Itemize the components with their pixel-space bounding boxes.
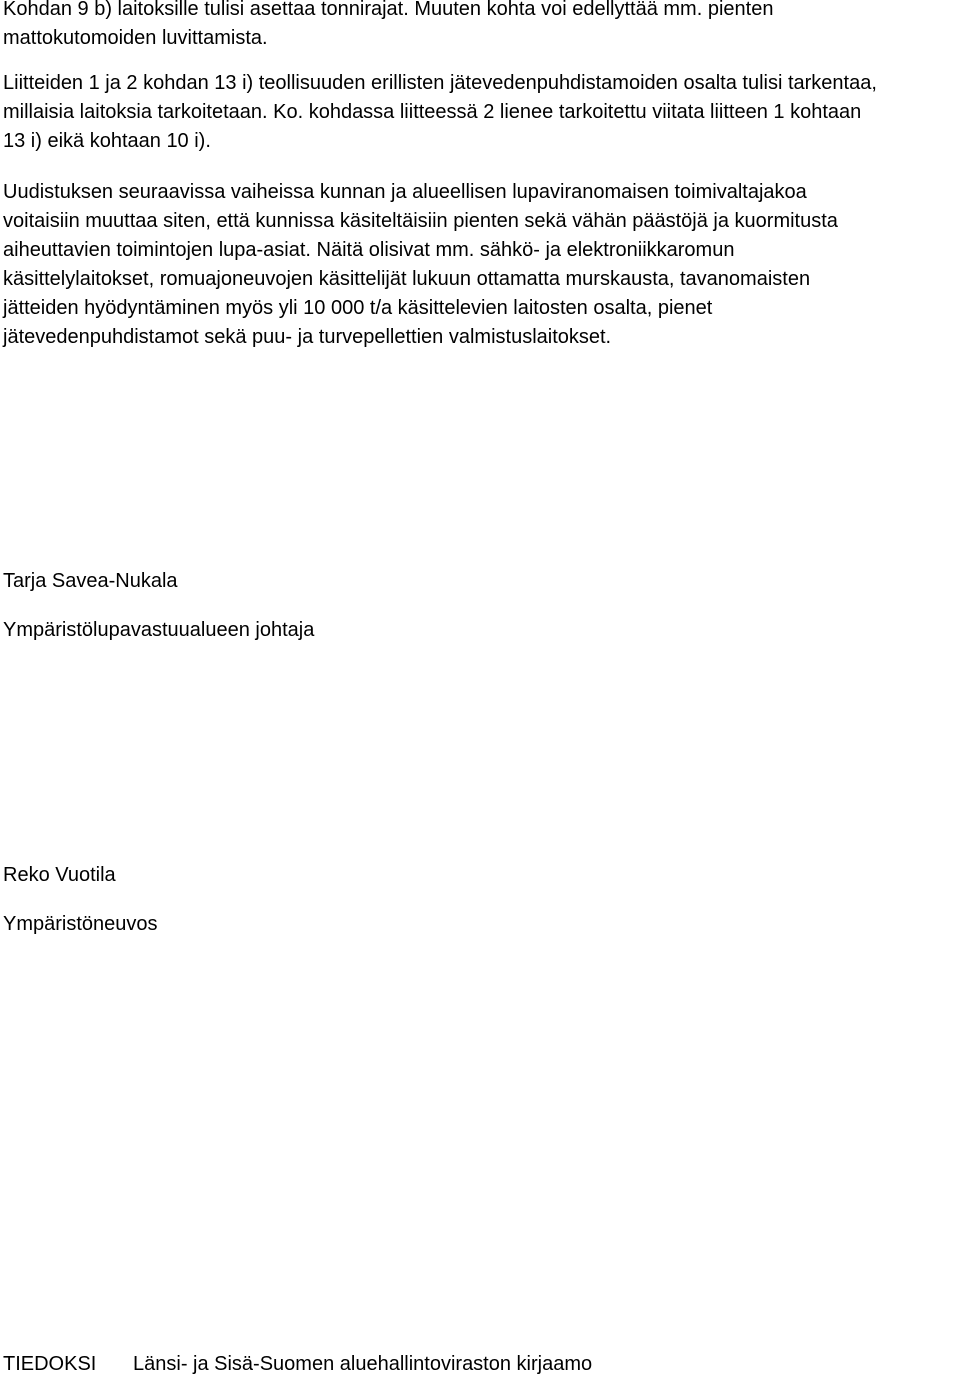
- paragraph-line: Kohdan 9 b) laitoksille tulisi asettaa tonnirajat. Muuten kohta voi edellyttää mm. pienten: [3, 0, 774, 20]
- paragraph-2: [3, 69, 958, 156]
- paragraph-line: käsittelylaitokset, romuajoneuvojen käsittelijät lukuun ottamatta murskausta, tavanomaisten: [3, 268, 811, 290]
- paragraph-line: mattokutomoiden luvittamista.: [3, 27, 268, 49]
- paragraph-line: jätteiden hyödyntäminen myös yli 10 000 t/a käsittelevien laitosten osalta, pienet: [3, 297, 713, 319]
- paragraph-line: Uudistuksen seuraavissa vaiheissa kunnan ja alueellisen lupaviranomaisen toimivaltajakoa: [3, 181, 807, 203]
- paragraph-line: voitaisiin muuttaa siten, että kunnissa käsiteltäisiin pienten sekä vähän päästöjä ja kuormitusta: [3, 210, 838, 232]
- paragraph-line: Liitteiden 1 ja 2 kohdan 13 i) teollisuuden erillisten jätevedenpuhdistamoiden osalta tulisi tarkentaa,: [3, 72, 877, 94]
- paragraph-line: aiheuttavien toimintojen lupa-asiat. Näitä olisivat mm. sähkö- ja elektroniikkaromun: [3, 239, 735, 261]
- paragraph-line: 13 i) eikä kohtaan 10 i).: [3, 130, 211, 152]
- signatory-title: Ympäristöneuvos: [3, 913, 158, 935]
- paragraph-3: [3, 178, 958, 352]
- paragraph-1: [3, 0, 958, 53]
- signatory-name: Reko Vuotila: [3, 864, 116, 886]
- signatory-title: Ympäristölupavastuualueen johtaja: [3, 619, 315, 641]
- distribution-label: TIEDOKSI: [3, 1353, 97, 1375]
- paragraph-line: jätevedenpuhdistamot sekä puu- ja turvepellettien valmistuslaitokset.: [3, 326, 612, 348]
- signatory-name: Tarja Savea-Nukala: [3, 570, 178, 592]
- paragraph-line: millaisia laitoksia tarkoitetaan. Ko. kohdassa liitteessä 2 lienee tarkoitettu viitata liitteen 1 kohtaan: [3, 101, 862, 123]
- distribution-recipient: Länsi- ja Sisä-Suomen aluehallintoviraston kirjaamo: [133, 1353, 593, 1375]
